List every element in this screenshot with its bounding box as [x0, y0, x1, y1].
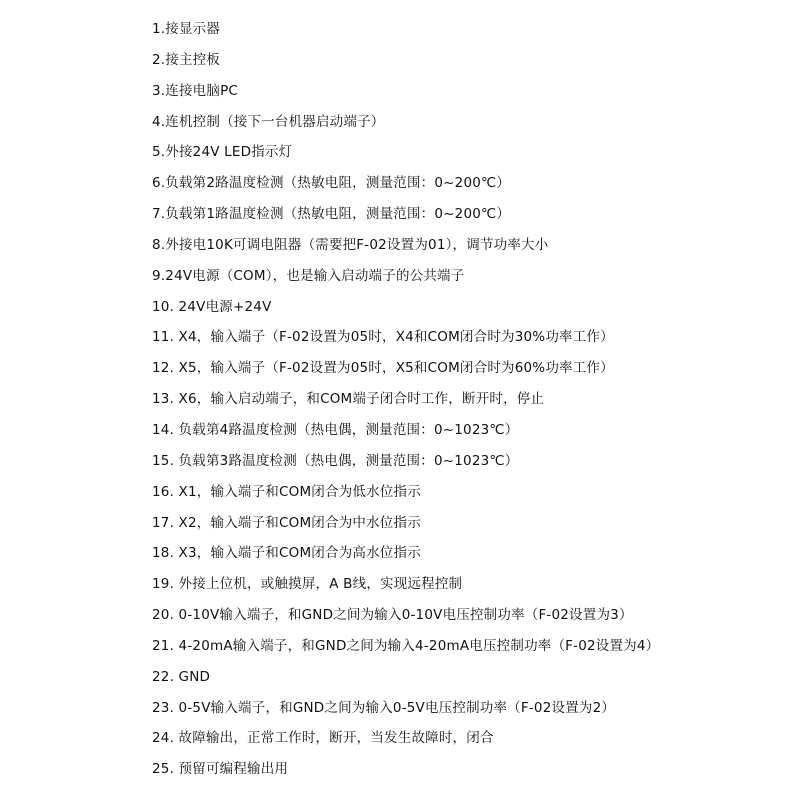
list-item-11: 11. X4，输入端子（F-02设置为05时，X4和COM闭合时为30%功率工作） — [152, 329, 614, 346]
list-item-3: 3.连接电脑PC — [152, 82, 239, 99]
terminal-description-list — [152, 14, 659, 785]
list-item-21: 21. 4-20mA输入端子，和GND之间为输入4-20mA电压控制功率（F-02设置为4） — [152, 637, 660, 654]
list-item-9: 9.24V电源（COM），也是输入启动端子的公共端子 — [152, 267, 465, 284]
list-item-20: 20. 0-10V输入端子，和GND之间为输入0-10V电压控制功率（F-02设置为3） — [152, 607, 633, 624]
list-item-13: 13. X6，输入启动端子，和COM端子闭合时工作，断开时，停止 — [152, 391, 545, 408]
list-item-24: 24. 故障输出，正常工作时，断开，当发生故障时，闭合 — [152, 730, 494, 747]
list-item-1: 1.接显示器 — [152, 21, 221, 37]
list-item-4: 4.连机控制（接下一台机器启动端子） — [152, 113, 385, 130]
list-item-17: 17. X2，输入端子和COM闭合为中水位指示 — [152, 514, 421, 531]
list-item-16: 16. X1，输入端子和COM闭合为低水位指示 — [152, 483, 421, 500]
list-item-25: 25. 预留可编程输出用 — [152, 761, 289, 778]
list-item-18: 18. X3，输入端子和COM闭合为高水位指示 — [152, 545, 421, 562]
list-item-10: 10. 24V电源+24V — [152, 298, 272, 315]
list-item-5: 5.外接24V LED指示灯 — [152, 144, 293, 161]
list-item-15: 15. 负载第3路温度检测（热电偶，测量范围：0~1023℃） — [152, 452, 519, 469]
list-item-23: 23. 0-5V输入端子，和GND之间为输入0-5V电压控制功率（F-02设置为2） — [152, 699, 616, 716]
list-item-14: 14. 负载第4路温度检测（热电偶，测量范围：0~1023℃） — [152, 421, 519, 438]
list-item-6: 6.负载第2路温度检测（热敏电阻，测量范围：0~200℃） — [152, 175, 511, 192]
list-item-8: 8.外接电10K可调电阻器（需要把F-02设置为01），调节功率大小 — [152, 236, 549, 253]
list-item-19: 19. 外接上位机，或触摸屏，A B线，实现远程控制 — [152, 576, 463, 593]
list-item-22: 22. GND — [152, 668, 211, 685]
list-item-12: 12. X5，输入端子（F-02设置为05时，X5和COM闭合时为60%功率工作） — [152, 360, 614, 377]
list-item-2: 2.接主控板 — [152, 51, 221, 68]
list-item-7: 7.负载第1路温度检测（热敏电阻，测量范围：0~200℃） — [152, 206, 511, 223]
